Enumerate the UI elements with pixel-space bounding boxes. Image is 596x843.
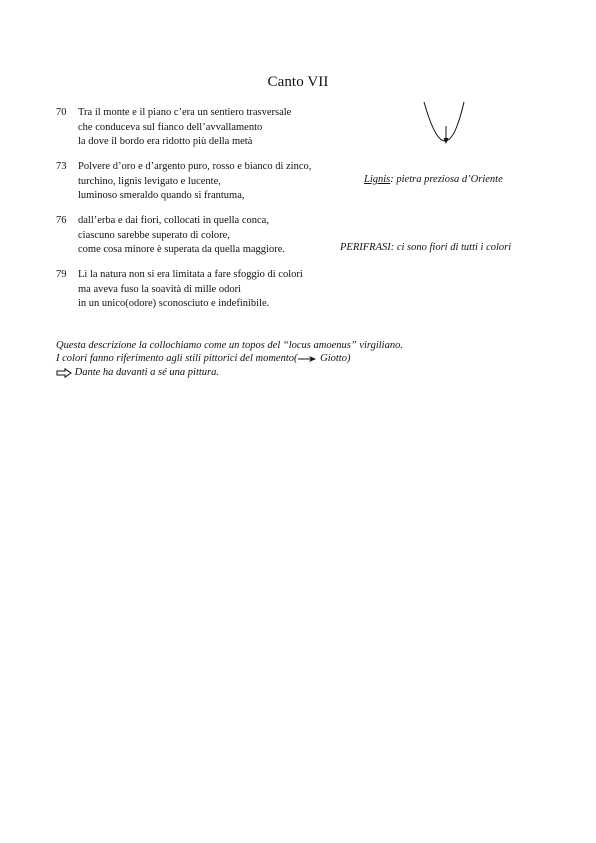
note-perifrasi: PERIFRASI: ci sono fiori di tutti i colori bbox=[340, 242, 512, 253]
verse-line: Tra il monte e il piano c’era un sentiero trasversale bbox=[78, 107, 292, 118]
note-lignis-text: : pietra preziosa d’Oriente bbox=[390, 174, 503, 185]
verse-number: 73 bbox=[56, 161, 67, 172]
comment-colori-before: I colori fanno riferimento agli stili pittorici del momento( bbox=[56, 353, 298, 364]
comment-pittura bbox=[56, 366, 219, 380]
verse-line: la dove il bordo era ridotto più della metà bbox=[78, 136, 253, 147]
verse-line: come cosa minore è superata da quella maggiore. bbox=[78, 244, 285, 255]
valley-diagram-icon bbox=[420, 100, 468, 150]
page-title: Canto VII bbox=[267, 74, 329, 90]
note-lignis bbox=[364, 174, 503, 185]
note-lignis-term: Lignis bbox=[364, 174, 391, 185]
verse-number: 79 bbox=[56, 269, 67, 280]
verse-line: luminoso smeraldo quando si frantuma, bbox=[78, 190, 245, 201]
comment-colori-after: Giotto) bbox=[317, 353, 351, 364]
verse-number: 70 bbox=[56, 107, 67, 118]
verse-line: ciascuno sarebbe superato di colore, bbox=[78, 229, 230, 241]
verse-line: che conduceva sul fianco dell’avvallamento bbox=[78, 121, 263, 133]
comment-pittura-text: Dante ha davanti a sé una pittura. bbox=[72, 367, 219, 378]
verse-number: 76 bbox=[56, 215, 67, 226]
comment-colori bbox=[56, 352, 350, 366]
verse-line: ma aveva fuso la soavità di mille odori bbox=[78, 283, 241, 295]
right-arrow-icon bbox=[297, 355, 317, 363]
verse-line: turchino, lignis levigato e lucente, bbox=[78, 175, 221, 187]
verse-line: Lì la natura non si era limitata a fare sfoggio di colori bbox=[78, 269, 303, 280]
verse-line: Polvere d’oro e d’argento puro, rosso e bianco di zinco, bbox=[78, 161, 312, 172]
hollow-right-arrow-icon bbox=[56, 368, 72, 378]
verse-line: dall’erba e dai fiori, collocati in quella conca, bbox=[78, 215, 269, 226]
verse-line: in un unico(odore) sconosciuto e indefinibile. bbox=[78, 298, 270, 309]
comment-locus-amoenus: Questa descrizione la collochiamo come un topos del “locus amoenus” virgiliano. bbox=[56, 340, 403, 351]
